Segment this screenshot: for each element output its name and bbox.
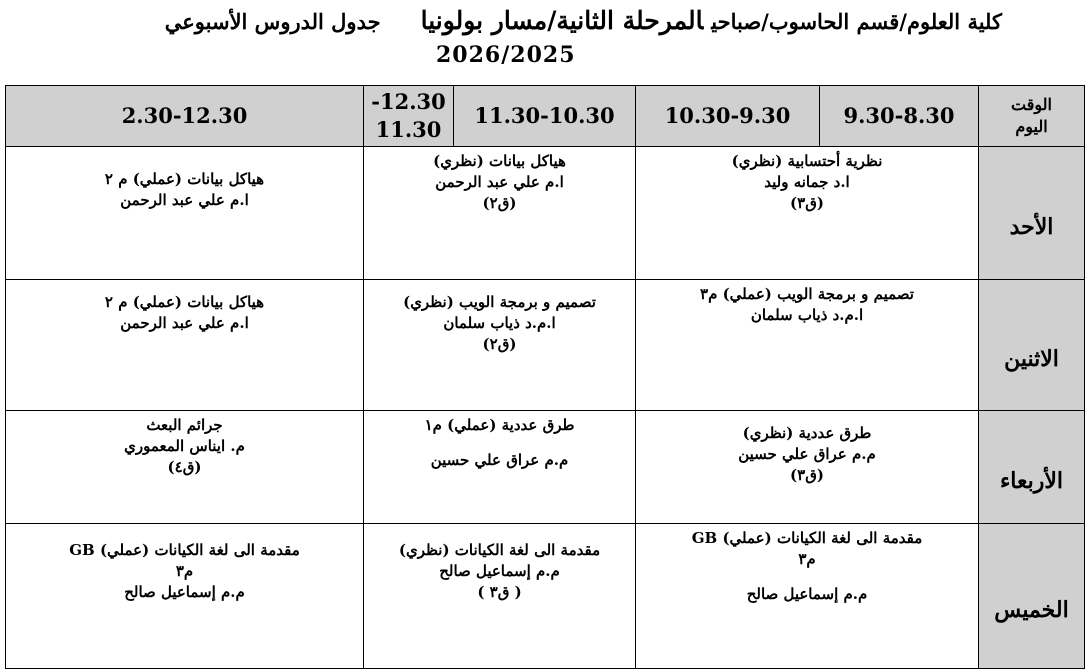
room-label: (ق٣) — [790, 466, 824, 484]
course-name: جرائم البعث — [146, 416, 223, 434]
session-cell — [636, 524, 979, 669]
time-header-5: 2.30-12.30 — [6, 86, 364, 147]
session-cell — [636, 147, 979, 280]
instructor-name: ا.م.د ذياب سلمان — [750, 306, 864, 324]
session-cell — [364, 280, 636, 411]
course-name: تصميم و برمجة الويب (عملي) م٣ — [700, 285, 914, 303]
time-header-4 — [364, 86, 454, 147]
day-cell — [979, 280, 1085, 411]
day-label: الأحد — [1009, 213, 1054, 240]
instructor-name: م.م إسماعيل صالح — [439, 562, 560, 580]
instructor-name: ا.د جمانه وليد — [764, 173, 850, 191]
day-label: الخميس — [994, 596, 1069, 623]
room-label: (ق٢) — [482, 194, 517, 212]
table-row — [6, 524, 1085, 669]
schedule-title: جدول الدروس الأسبوعي — [164, 9, 381, 34]
session-cell — [636, 411, 979, 524]
course-name: مقدمة الى لغة الكيانات (عملي) GB — [69, 541, 300, 559]
instructor-name: ا.م علي عبد الرحمن — [435, 173, 564, 191]
session-cell — [6, 411, 364, 524]
instructor-name: م.م عراق علي حسين — [738, 445, 876, 463]
academic-year: 2026/2025 — [436, 42, 576, 68]
instructor-name: ا.م علي عبد الرحمن — [120, 314, 249, 332]
instructor-name: م. ايناس المعموري — [124, 437, 245, 455]
table-row — [6, 147, 1085, 280]
instructor-name: م.م عراق علي حسين — [430, 451, 569, 469]
schedule-table — [5, 85, 1085, 669]
time-header-4-bottom: 11.30 — [375, 117, 442, 142]
session-cell — [636, 280, 979, 411]
time-header-1: 9.30-8.30 — [820, 86, 979, 147]
day-cell — [979, 524, 1085, 669]
course-name: هياكل بيانات (نظري) — [433, 152, 566, 170]
corner-cell — [979, 86, 1085, 147]
lab-label: م٣ — [175, 562, 194, 580]
day-cell — [979, 147, 1085, 280]
room-label: (ق٣) — [790, 194, 824, 212]
day-label: الأربعاء — [999, 467, 1064, 494]
header-row — [6, 86, 1085, 147]
instructor-name: م.م إسماعيل صالح — [746, 585, 868, 603]
table-row — [6, 280, 1085, 411]
course-name: طرق عددية (عملي) م١ — [424, 416, 575, 434]
course-name: طرق عددية (نظري) — [742, 424, 872, 442]
corner-time-label: الوقت — [1011, 95, 1052, 114]
instructor-name: ا.م علي عبد الرحمن — [120, 191, 249, 209]
page-header — [0, 0, 1090, 82]
session-cell — [6, 147, 364, 280]
session-cell — [364, 147, 636, 280]
course-name: مقدمة الى لغة الكيانات (عملي) GB — [691, 529, 923, 547]
time-header-2: 10.30-9.30 — [636, 86, 820, 147]
room-label: (ق٢) — [482, 335, 517, 353]
course-name: نظرية أحتسابية (نظري) — [731, 152, 883, 170]
time-header-3: 11.30-10.30 — [454, 86, 636, 147]
course-name: مقدمة الى لغة الكيانات (نظري) — [398, 541, 601, 559]
session-cell — [364, 524, 636, 669]
college-dept: كلية العلوم/قسم الحاسوب/صباحي — [711, 9, 1002, 34]
session-cell — [364, 411, 636, 524]
header-line — [165, 6, 1002, 35]
stage-track: المرحلة الثانية/مسار بولونيا — [420, 6, 704, 35]
day-cell — [979, 411, 1085, 524]
corner-day-label: اليوم — [1015, 117, 1048, 136]
instructor-name: ا.م.د ذياب سلمان — [443, 314, 556, 332]
instructor-name: م.م إسماعيل صالح — [124, 583, 245, 601]
course-name: هياكل بيانات (عملي) م ٢ — [104, 170, 265, 188]
course-name: تصميم و برمجة الويب (نظري) — [403, 293, 596, 311]
session-cell — [6, 524, 364, 669]
table-row — [6, 411, 1085, 524]
day-label: الاثنين — [1004, 345, 1059, 372]
lab-label: م٣ — [798, 550, 816, 568]
course-name: هياكل بيانات (عملي) م ٢ — [104, 293, 265, 311]
room-label: (ق٤) — [167, 458, 202, 476]
time-header-4-top: 12.30- — [371, 89, 446, 114]
session-cell — [6, 280, 364, 411]
room-label: ( ق٣ ) — [477, 583, 522, 601]
